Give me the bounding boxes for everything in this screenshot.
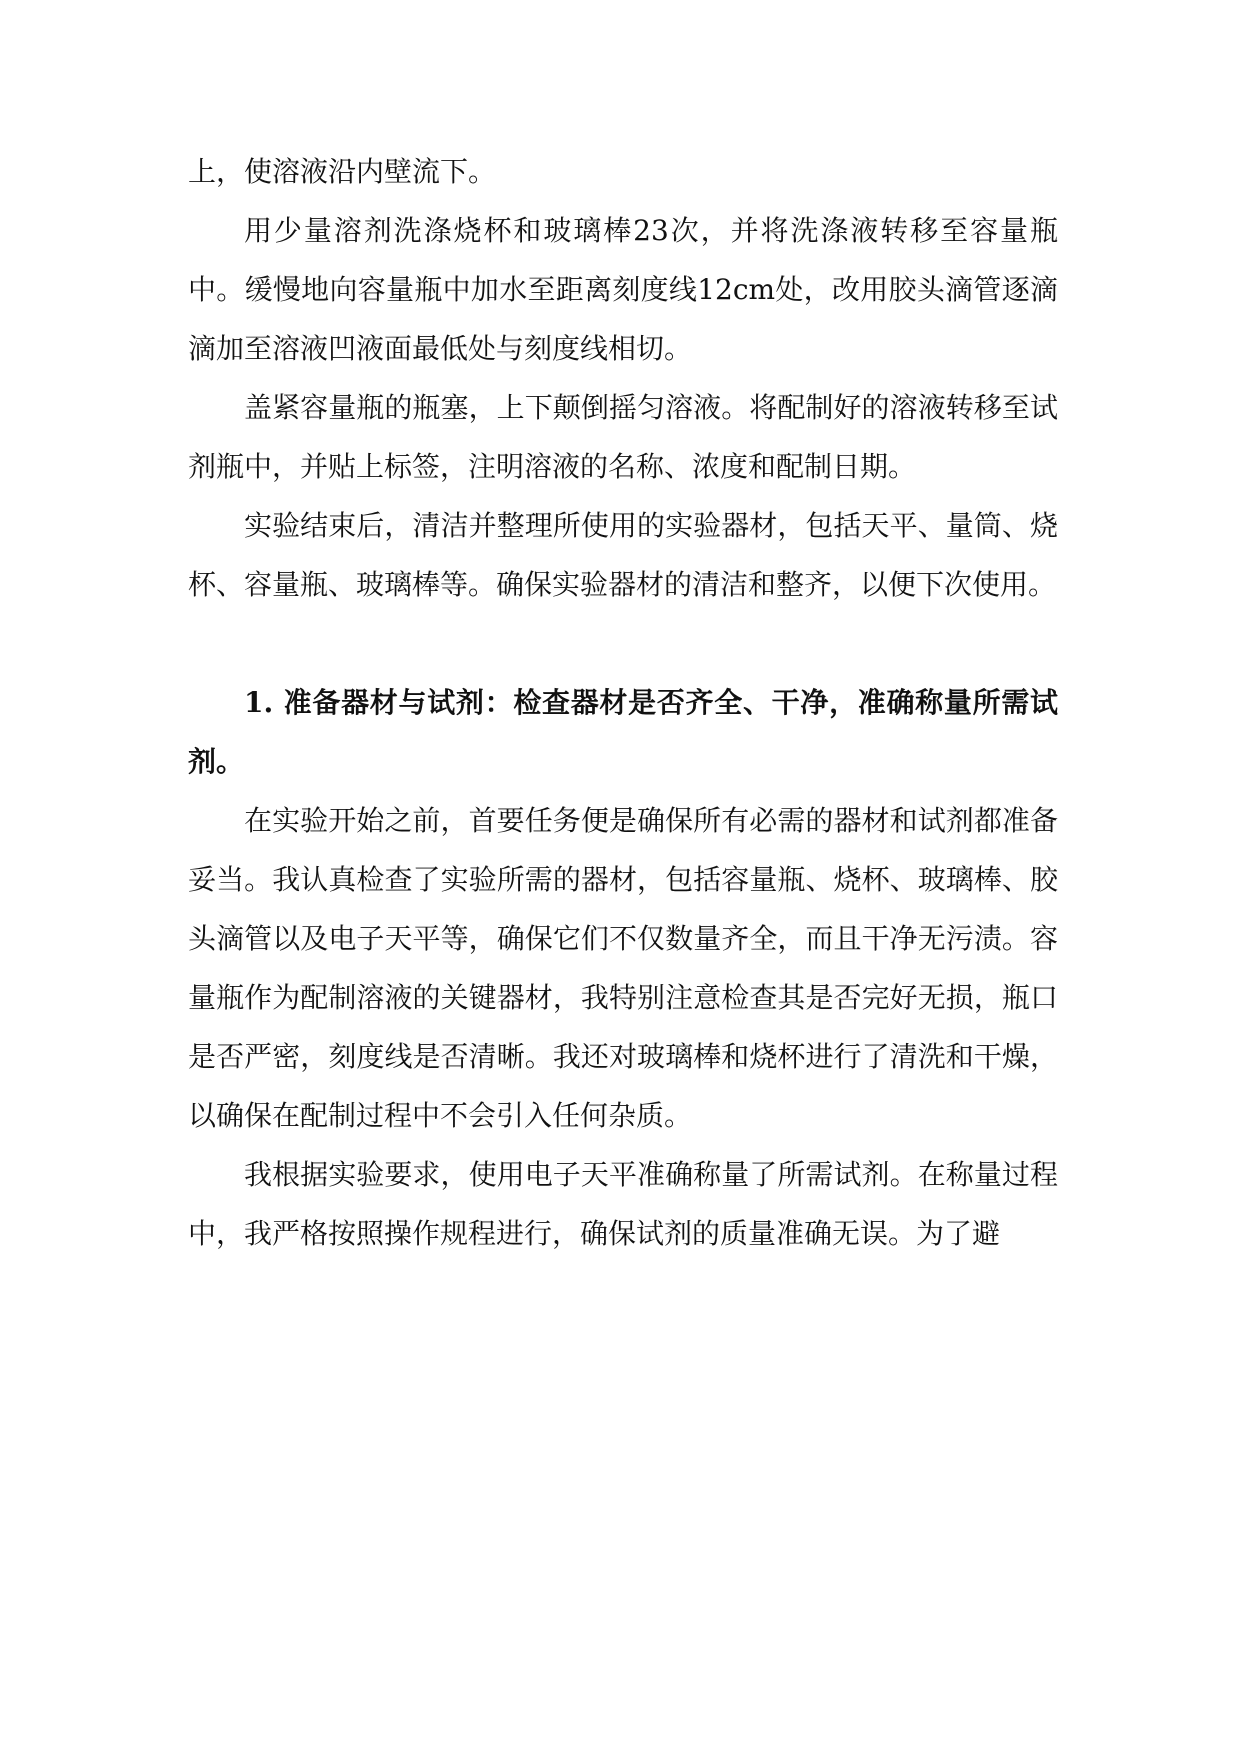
- paragraph-cleanup-step: 实验结束后，清洁并整理所使用的实验器材，包括天平、量筒、烧杯、容量瓶、玻璃棒等。确保实验器材的清洁和整齐，以便下次使用。: [188, 509, 1058, 601]
- paragraph-equipment-check: 在实验开始之前，首要任务便是确保所有必需的器材和试剂都准备妥当。我认真检查了实验所需的器材，包括容量瓶、烧杯、玻璃棒、胶头滴管以及电子天平等，确保它们不仅数量齐全，而且干净无污渍。容量瓶作为配制溶液的关键器材，我特别注意检查其是否完好无损，瓶口是否严密，刻度线是否清晰。我还对玻璃棒和烧杯进行了清洗和干燥，以确保在配制过程中不会引入任何杂质。: [188, 804, 1058, 1132]
- paragraph-weighing: 我根据实验要求，使用电子天平准确称量了所需试剂。在称量过程中，我严格按照操作规程进行，确保试剂的质量准确无误。为了避: [188, 1158, 1058, 1250]
- document-body: [188, 142, 1058, 1263]
- section-heading-prepare-materials: 1. 准备器材与试剂：检查器材是否齐全、干净，准确称量所需试剂。: [188, 686, 1058, 778]
- paragraph-washing-step: 用少量溶剂洗涤烧杯和玻璃棒23次，并将洗涤液转移至容量瓶中。缓慢地向容量瓶中加水至距离刻度线12cm处，改用胶头滴管逐滴滴加至溶液凹液面最低处与刻度线相切。: [188, 214, 1058, 365]
- paragraph-continuation: 上，使溶液沿内壁流下。: [188, 155, 497, 188]
- paragraph-mixing-step: 盖紧容量瓶的瓶塞，上下颠倒摇匀溶液。将配制好的溶液转移至试剂瓶中，并贴上标签，注明溶液的名称、浓度和配制日期。: [188, 391, 1058, 483]
